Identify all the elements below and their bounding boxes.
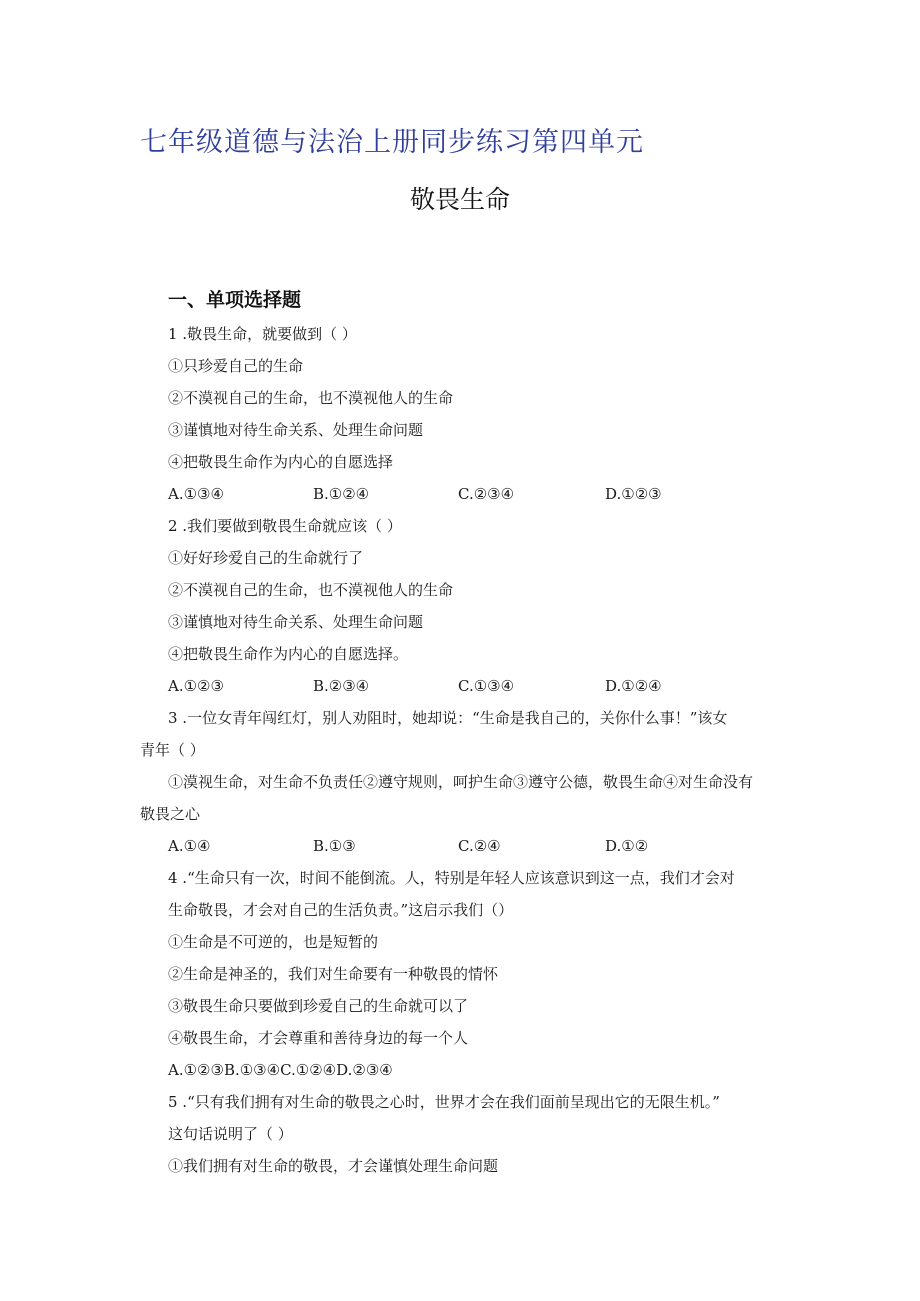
question-statement-continued: 敬畏之心	[140, 805, 201, 823]
answer-choices	[0, 830, 920, 862]
section-heading: 一、单项选择题	[168, 289, 302, 311]
question-statement: ②不漠视自己的生命，也不漠视他人的生命	[168, 581, 454, 599]
choice-c: C.②③④	[458, 485, 515, 503]
question-stem: 3 .一位女青年闯红灯，别人劝阻时，她却说：“生命是我自己的，关你什么事！”该女	[168, 709, 728, 727]
question-statement: ①我们拥有对生命的敬畏，才会谨慎处理生命问题	[168, 1157, 499, 1175]
choice-b: B.②③④	[313, 677, 370, 695]
lesson-title: 敬畏生命	[409, 185, 510, 214]
question-statement: ②不漠视自己的生命，也不漠视他人的生命	[168, 389, 454, 407]
question-stem-continued: 这句话说明了（ ）	[168, 1125, 293, 1143]
choice-c: C.②④	[458, 837, 501, 855]
choice-b: B.①②④	[313, 485, 370, 503]
document-title: 七年级道德与法治上册同步练习第四单元	[140, 127, 644, 158]
question-list	[0, 318, 920, 1182]
question-statement: ①只珍爱自己的生命	[168, 357, 304, 375]
choice-a: A.①③④	[168, 485, 224, 503]
question-stem: 2 .我们要做到敬畏生命就应该（ ）	[168, 517, 402, 535]
question-stem-continued: 生命敬畏，才会对自己的生活负责。”这启示我们（）	[168, 901, 514, 919]
answer-choices: A.①②③B.①③④C.①②④D.②③④	[168, 1061, 393, 1079]
choice-d: D.①②	[605, 837, 649, 855]
question-statement: ①生命是不可逆的，也是短暂的	[168, 933, 379, 951]
question-statement: ③谨慎地对待生命关系、处理生命问题	[168, 613, 424, 631]
question-stem: 5 .“只有我们拥有对生命的敬畏之心时，世界才会在我们面前呈现出它的无限生机。”	[168, 1093, 720, 1111]
question-statement: ④敬畏生命，才会尊重和善待身边的每一个人	[168, 1029, 469, 1047]
question-statement: ④把敬畏生命作为内心的自愿选择	[168, 453, 394, 471]
question-statement: ③谨慎地对待生命关系、处理生命问题	[168, 421, 424, 439]
choice-d: D.①②③	[605, 485, 662, 503]
question-stem: 1 .敬畏生命，就要做到（ ）	[168, 325, 357, 343]
choice-a: A.①④	[168, 837, 211, 855]
choice-d: D.①②④	[605, 677, 662, 695]
choice-b: B.①③	[313, 837, 356, 855]
question-stem: 4 .“生命只有一次，时间不能倒流。人，特别是年轻人应该意识到这一点，我们才会对	[168, 869, 735, 887]
answer-choices	[0, 670, 920, 702]
choice-a: A.①②③	[168, 677, 224, 695]
question-statement: ①好好珍爱自己的生命就行了	[168, 549, 364, 567]
choice-c: C.①③④	[458, 677, 515, 695]
question-statement: ③敬畏生命只要做到珍爱自己的生命就可以了	[168, 997, 469, 1015]
question-stem-continued: 青年（ ）	[140, 741, 205, 759]
answer-choices	[0, 478, 920, 510]
question-statement: ②生命是神圣的，我们对生命要有一种敬畏的情怀	[168, 965, 499, 983]
question-statement: ④把敬畏生命作为内心的自愿选择。	[168, 645, 409, 663]
question-statement: ①漠视生命，对生命不负责任②遵守规则，呵护生命③遵守公德，敬畏生命④对生命没有	[168, 773, 754, 791]
